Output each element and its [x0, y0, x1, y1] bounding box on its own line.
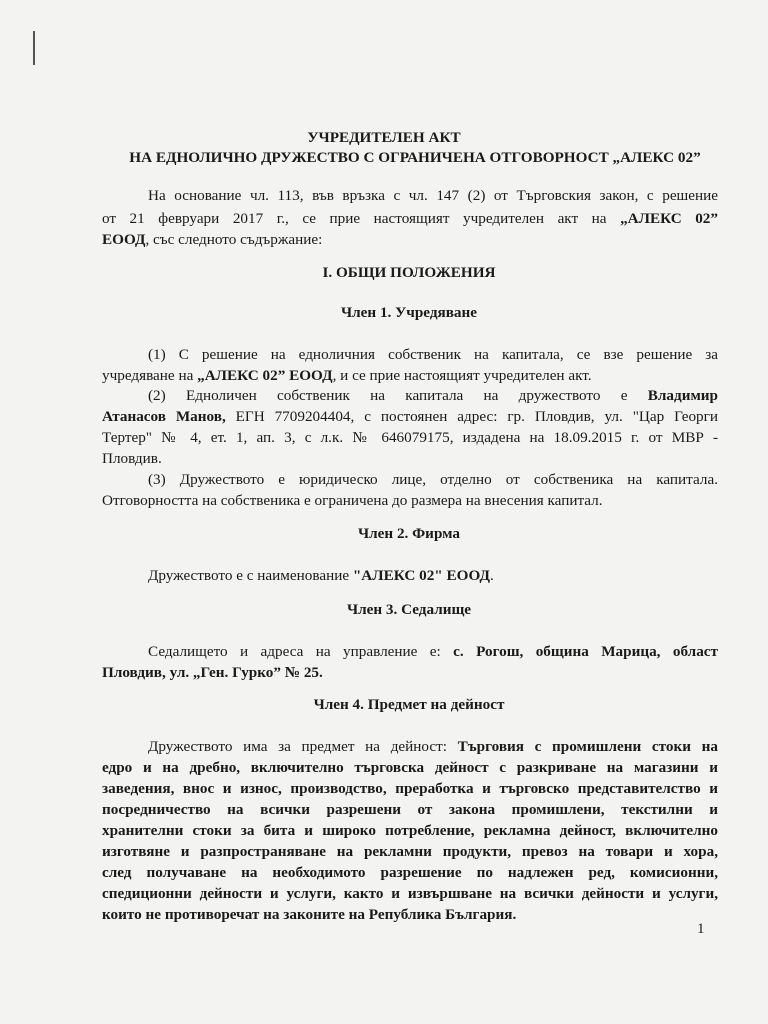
intro-line-2: от 21 февруари 2017 г., се прие настоящият учредителен акт на „АЛЕКС 02” [102, 210, 718, 227]
art4-line-9: които не противоречат на законите на Република България. [102, 906, 517, 923]
art1-p2-line-3: Тертер" № 4, ет. 1, ап. 3, с л.к. № 646079175, издадена на 18.09.2015 г. от МВР - [102, 429, 718, 446]
art4-line-4: посредничество на всички разрешени от закона промишлени, текстилни и [102, 801, 718, 818]
art1-p2-line-1: (2) Едноличен собственик на капитала на дружеството е Владимир [148, 387, 718, 404]
scan-margin-mark [33, 31, 35, 65]
article-1-heading: Член 1. Учредяване [340, 304, 478, 321]
art1-p1-line-1: (1) С решение на едноличния собственик на капитала, се взе решение за [148, 346, 718, 363]
art4-line-7: след получаване на необходимото разрешение по надлежен ред, комисионни, [102, 864, 718, 881]
art1-p3-line-2: Отговорността на собственика е ограничена до размера на внесения капитал. [102, 492, 603, 509]
document-title: УЧРЕДИТЕЛЕН АКТ [307, 129, 461, 146]
art4-line-2: едро и на дребно, включително търговска дейност с разкриване на магазини и [102, 759, 718, 776]
art4-line-3: заведения, внос и износ, производство, преработка и търговско представителство и [102, 780, 718, 797]
intro-line-1: На основание чл. 113, във връзка с чл. 147 (2) от Търговския закон, с решение [148, 187, 718, 204]
art1-p2-line-2: Атанасов Манов, ЕГН 7709204404, с постоянен адрес: гр. Пловдив, ул. "Цар Георги [102, 408, 718, 425]
art1-p2-line-4: Пловдив. [102, 450, 162, 467]
art1-p3-line-1: (3) Дружеството е юридическо лице, отделно от собственика на капитала. [148, 471, 718, 488]
page-number: 1 [697, 921, 705, 937]
intro-line-3: ЕООД, със следното съдържание: [102, 231, 323, 248]
article-4-heading: Член 4. Предмет на дейност [313, 696, 505, 713]
article-3-heading: Член 3. Седалище [346, 601, 472, 618]
art3-line-1: Седалището и адреса на управление е: с. Рогош, община Марица, област [148, 643, 718, 660]
art4-line-6: изготвяне и разпространяване на рекламни продукти, превоз на товари и хора, [102, 843, 718, 860]
art2-text: Дружеството е с наименование "АЛЕКС 02" ЕООД. [148, 567, 494, 584]
art1-p1-line-2: учредяване на „АЛЕКС 02” ЕООД, и се прие настоящият учредителен акт. [102, 367, 592, 384]
article-2-heading: Член 2. Фирма [358, 525, 460, 542]
art4-line-5: хранителни стоки за бита и широко потребление, рекламна дейност, включително [102, 822, 718, 839]
art3-line-2: Пловдив, ул. „Ген. Гурко” № 25. [102, 664, 323, 681]
document-subtitle: НА ЕДНОЛИЧНО ДРУЖЕСТВО С ОГРАНИЧЕНА ОТГОВОРНОСТ „АЛЕКС 02” [129, 149, 701, 166]
art4-line-1: Дружеството има за предмет на дейност: Търговия с промишлени стоки на [148, 738, 718, 755]
art4-line-8: спедиционни дейности и услуги, както и извършване на всички дейности и услуги, [102, 885, 718, 902]
section-heading: I. ОБЩИ ПОЛОЖЕНИЯ [322, 264, 496, 281]
